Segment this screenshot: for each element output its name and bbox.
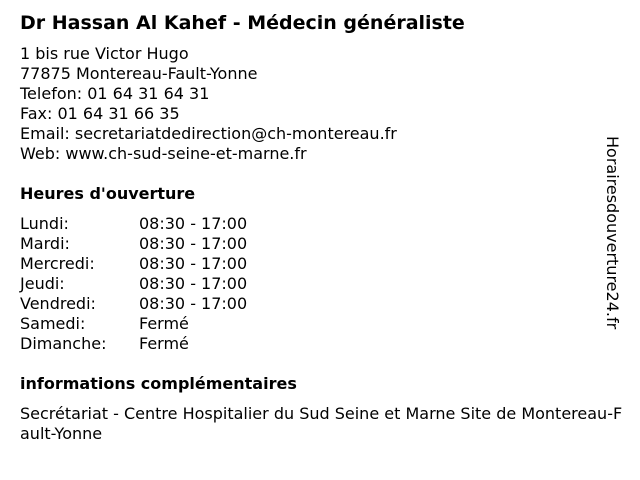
address-line-1: 1 bis rue Victor Hugo xyxy=(20,44,189,63)
day-label: Lundi: xyxy=(20,214,69,233)
time-value: 08:30 - 17:00 xyxy=(139,274,248,293)
hours-heading: Heures d'ouverture xyxy=(20,184,196,203)
time-value: 08:30 - 17:00 xyxy=(139,294,248,313)
hours-row-wednesday xyxy=(20,254,320,274)
fax-number: Fax: 01 64 31 66 35 xyxy=(20,104,180,123)
time-value: 08:30 - 17:00 xyxy=(139,214,248,233)
hours-row-saturday xyxy=(20,314,320,334)
page-title: Dr Hassan Al Kahef - Médecin généraliste xyxy=(20,12,465,34)
day-label: Mercredi: xyxy=(20,254,95,273)
address-line-2: 77875 Montereau-Fault-Yonne xyxy=(20,64,258,83)
hours-row-friday xyxy=(20,294,320,314)
day-label: Mardi: xyxy=(20,234,70,253)
website-address: Web: www.ch-sud-seine-et-marne.fr xyxy=(20,144,307,163)
hours-table xyxy=(20,214,320,354)
hours-row-thursday xyxy=(20,274,320,294)
hours-row-tuesday xyxy=(20,234,320,254)
time-value: Fermé xyxy=(139,334,189,353)
info-text: Secrétariat - Centre Hospitalier du Sud Seine et Marne Site de Montereau-Fault-Yonne xyxy=(20,404,623,443)
day-label: Vendredi: xyxy=(20,294,96,313)
email-address: Email: secretariatdedirection@ch-montereau.fr xyxy=(20,124,397,143)
hours-row-sunday xyxy=(20,334,320,354)
hours-row-monday xyxy=(20,214,320,234)
day-label: Jeudi: xyxy=(20,274,65,293)
time-value: 08:30 - 17:00 xyxy=(139,234,248,253)
info-heading: informations complémentaires xyxy=(20,374,297,393)
site-watermark: Horairesdouverture24.fr xyxy=(603,136,622,330)
contact-block xyxy=(20,44,397,164)
phone-number: Telefon: 01 64 31 64 31 xyxy=(20,84,210,103)
day-label: Samedi: xyxy=(20,314,86,333)
time-value: Fermé xyxy=(139,314,189,333)
time-value: 08:30 - 17:00 xyxy=(139,254,248,273)
day-label: Dimanche: xyxy=(20,334,107,353)
